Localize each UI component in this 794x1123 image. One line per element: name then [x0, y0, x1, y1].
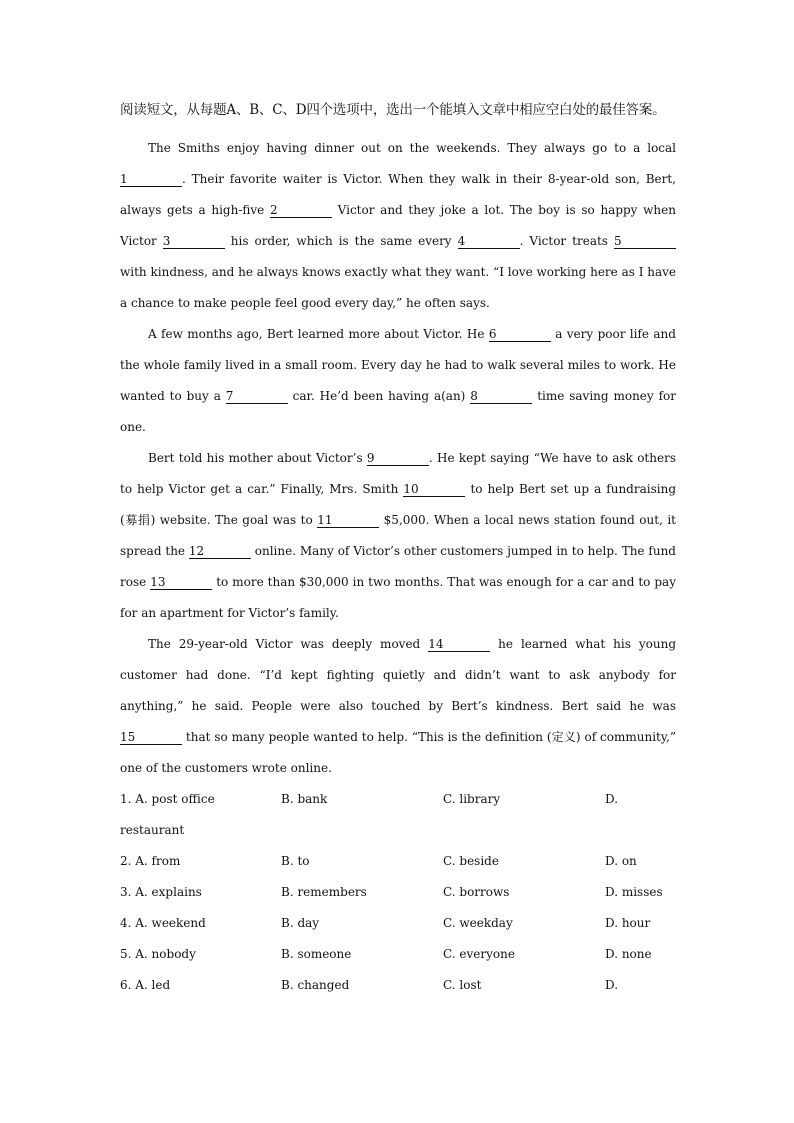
blank-2: 2 [270, 203, 332, 218]
text-run: to more than $30,000 in two months. That was enough for a car and to pay for an apartment for Victor’s family. [120, 575, 676, 620]
option-b: B. bank [281, 792, 328, 806]
blank-6: 6 [489, 327, 551, 342]
text-run: Victor and they joke a lot. The boy is so happy when Victor [120, 203, 676, 248]
text-run: to help Bert set up a fundraising (募捐) website. The goal was to [120, 482, 676, 527]
option-a: 5. A. nobody [120, 947, 196, 961]
option-c: C. everyone [443, 947, 515, 961]
text-run: car. He’d been having a(an) [292, 389, 466, 403]
option-c: C. lost [443, 978, 482, 992]
option-c: C. library [443, 792, 501, 806]
option-b: B. someone [281, 947, 352, 961]
text-run: time saving money for one. [120, 389, 676, 434]
blank-14: 14 [428, 637, 490, 652]
text-run: online. Many of Victor’s other customers jumped in to help. The fund rose [120, 544, 676, 589]
text-run: he learned what his young customer had done. “I’d kept fighting quietly and didn’t want to ask anybody for anything,” he said. People were also touched by Bert’s kindness. Bert said he was [120, 637, 677, 713]
question-row-5 [120, 939, 676, 970]
text-run: their 8-year-old son, Bert, always gets a high-five [120, 172, 676, 217]
document-page [120, 100, 676, 1001]
text-run: a very poor life and the whole family lived in a small room. Every day he had to walk several miles to work. He wanted to buy a [120, 327, 676, 403]
option-d-continuation: restaurant [120, 823, 185, 837]
option-d: D. hour [605, 916, 651, 930]
paragraph-2 [120, 319, 676, 443]
text-run: with kindness, and he always knows exactly what they want. “I love working here as I have a chance to make people feel good every day,” he often says. [120, 265, 677, 310]
option-a: 6. A. led [120, 978, 171, 992]
blank-10: 10 [403, 482, 465, 497]
text-run: . Victor treats [519, 234, 608, 248]
blank-15: 15 [120, 730, 182, 745]
paragraph-3 [120, 443, 676, 629]
text-run: . He kept saying “We have to ask others to help Victor get a car.” Finally, Mrs. Smith [120, 451, 676, 496]
instruction-text: 阅读短文，从每题A、B、C、D四个选项中，选出一个能填入文章中相应空白处的最佳答案。 [120, 102, 666, 118]
option-a: 1. A. post office [120, 792, 215, 806]
blank-1: 1 [120, 172, 182, 187]
paragraph-4 [120, 629, 676, 784]
option-a: 4. A. weekend [120, 916, 206, 930]
option-a: 3. A. explains [120, 885, 202, 899]
question-row-3 [120, 877, 676, 908]
option-d: D. [605, 792, 619, 806]
option-b: B. remembers [281, 885, 367, 899]
option-a: 2. A. from [120, 854, 181, 868]
blank-3: 3 [163, 234, 225, 249]
text-run: . Their favorite waiter is Victor. When they walk in [182, 172, 508, 186]
blank-13: 13 [150, 575, 212, 590]
option-b: B. day [281, 916, 320, 930]
blank-12: 12 [189, 544, 251, 559]
text-run: that so many people wanted to help. “This is the definition (定义) of community,” one of the customers wrote online. [120, 730, 676, 775]
blank-9: 9 [367, 451, 429, 466]
text-run: The Smiths enjoy having dinner out on the weekends. They always go to a local [148, 141, 676, 155]
question-row-4 [120, 908, 676, 939]
option-d: D. none [605, 947, 652, 961]
question-row-6 [120, 970, 676, 1001]
blank-8: 8 [470, 389, 532, 404]
text-run: his order, which is the same every [230, 234, 452, 248]
option-d: D. misses [605, 885, 663, 899]
blank-4: 4 [458, 234, 520, 249]
option-c: C. beside [443, 854, 499, 868]
option-c: C. weekday [443, 916, 513, 930]
text-run: The 29-year-old Victor was deeply moved [148, 637, 421, 651]
paragraph-1 [120, 133, 676, 319]
text-run: A few months ago, Bert learned more about Victor. He [148, 327, 485, 341]
option-d: D. on [605, 854, 637, 868]
option-d: D. [605, 978, 619, 992]
option-c: C. borrows [443, 885, 510, 899]
option-b: B. to [281, 854, 310, 868]
question-row-1 [120, 784, 676, 815]
option-b: B. changed [281, 978, 350, 992]
blank-7: 7 [226, 389, 288, 404]
blank-11: 11 [317, 513, 379, 528]
text-run: Bert told his mother about Victor’s [148, 451, 363, 465]
question-options [120, 784, 676, 1001]
blank-5: 5 [614, 234, 676, 249]
text-run: $5,000. When a local news station found out, it spread the [120, 513, 677, 558]
question-row-2 [120, 846, 676, 877]
